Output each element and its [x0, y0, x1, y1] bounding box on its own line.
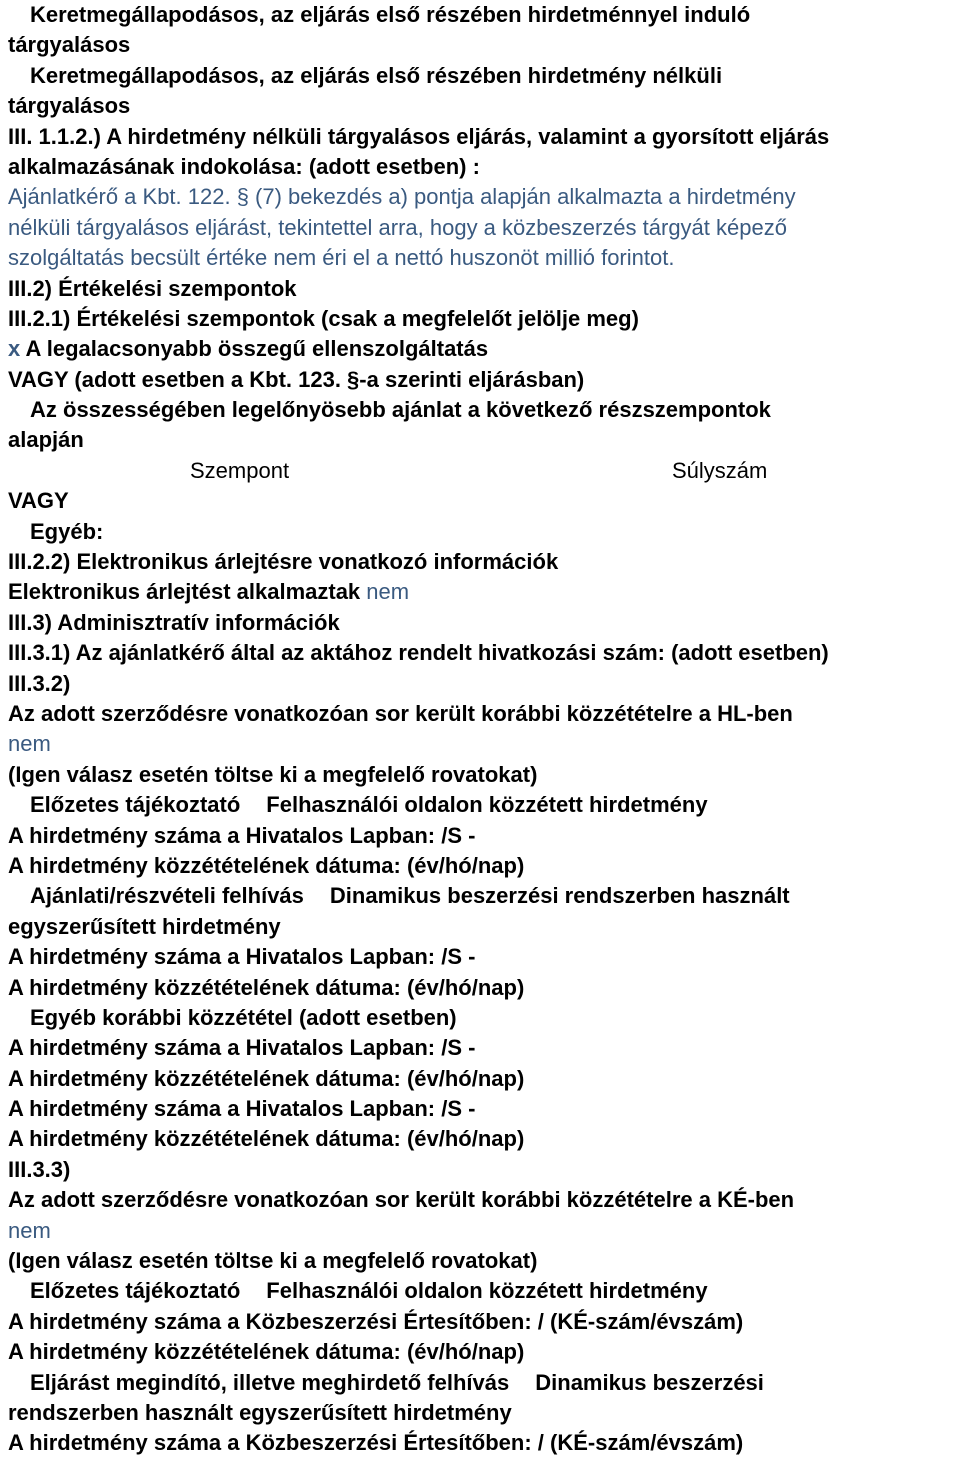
column-weight: Súlyszám [672, 457, 768, 483]
notice-type-options-cont: rendszerben használt egyszerűsített hirdetmény [8, 1399, 512, 1425]
field-value: nem [8, 1217, 51, 1243]
section-heading: III.2.1) Értékelési szempontok (csak a megfelelőt jelölje meg) [8, 305, 639, 331]
notice-date-label: A hirdetmény közzétételének dátuma: (év/hó/nap) [8, 974, 525, 1000]
criterion-option-label: A legalacsonyabb összegű ellenszolgáltatás [25, 336, 489, 362]
notice-date-label: A hirdetmény közzétételének dátuma: (év/hó/nap) [8, 1065, 525, 1091]
procedure-type-option: Keretmegállapodásos, az eljárás első részében hirdetménnyel induló [30, 2, 751, 27]
option-call-for-tender: Ajánlati/részvételi felhívás [30, 883, 304, 909]
option-buyer-profile-notice: Felhasználói oldalon közzétett hirdetmény [266, 792, 708, 818]
notice-number-label: A hirdetmény száma a Közbeszerzési Értesítőben: / (KÉ-szám/évszám) [8, 1308, 744, 1334]
alternative-label: VAGY [8, 488, 69, 514]
option-prior-information: Előzetes tájékoztató [30, 1278, 241, 1304]
justification-text: nélküli tárgyalásos eljárást, tekintettel arra, hogy a közbeszerzés tárgyát képező [8, 214, 787, 240]
criterion-alternative: VAGY (adott esetben a Kbt. 123. §-a szerinti eljárásban) [8, 366, 585, 392]
notice-date-label: A hirdetmény közzétételének dátuma: (év/hó/nap) [8, 852, 525, 878]
section-heading: III.3.3) [8, 1156, 71, 1182]
notice-type-options [8, 1276, 952, 1306]
justification-text: Ajánlatkérő a Kbt. 122. § (7) bekezdés a) pontja alapján alkalmazta a hirdetmény [8, 184, 796, 210]
procedure-type-option: Keretmegállapodásos, az eljárás első részében hirdetmény nélküli [30, 62, 723, 88]
section-heading: III.2) Értékelési szempontok [8, 275, 297, 301]
field-label: Az adott szerződésre vonatkozóan sor került korábbi közzétételre a HL-ben [8, 700, 793, 726]
e-auction-value: nem [366, 579, 410, 605]
option-prior-information: Előzetes tájékoztató [30, 792, 241, 818]
notice-number-label: A hirdetmény száma a Hivatalos Lapban: /S - [8, 822, 476, 848]
option-contract-notice: Eljárást megindító, illetve meghirdető felhívás [30, 1369, 510, 1395]
option-buyer-profile-notice: Felhasználói oldalon közzétett hirdetmény [266, 1278, 708, 1304]
section-heading: III.2.2) Elektronikus árlejtésre vonatkozó információk [8, 549, 559, 575]
instruction-text: (Igen válasz esetén töltse ki a megfelelő rovatokat) [8, 1248, 538, 1274]
notice-number-label: A hirdetmény száma a Hivatalos Lapban: /S - [8, 944, 476, 970]
e-auction-field [8, 577, 952, 607]
field-value: nem [8, 731, 51, 757]
section-heading-cont: alkalmazásának indokolása: (adott esetben) : [8, 153, 480, 179]
section-heading: III.3) Adminisztratív információk [8, 609, 340, 635]
section-heading: III.3.2) [8, 670, 71, 696]
notice-type-options [8, 790, 952, 820]
notice-type-options-cont: egyszerűsített hirdetmény [8, 913, 281, 939]
notice-date-label: A hirdetmény közzétételének dátuma: (év/hó/nap) [8, 1339, 525, 1365]
notice-number-label: A hirdetmény száma a Közbeszerzési Értesítőben: / (KÉ-szám/évszám) [8, 1430, 744, 1456]
notice-type-options [8, 881, 952, 911]
procedure-type-option-cont: tárgyalásos [8, 32, 131, 58]
notice-type-options [8, 1368, 952, 1398]
column-criterion: Szempont [190, 457, 290, 483]
notice-number-label: A hirdetmény száma a Hivatalos Lapban: /S - [8, 1096, 476, 1122]
option-dps-notice: Dinamikus beszerzési [535, 1369, 764, 1395]
section-heading: III.3.1) Az ajánlatkérő által az aktához rendelt hivatkozási szám: (adott esetben) [8, 640, 829, 666]
criteria-table-header [8, 456, 952, 486]
instruction-text: (Igen válasz esetén töltse ki a megfelelő rovatokat) [8, 761, 538, 787]
justification-text: szolgáltatás becsült értéke nem éri el a nettó huszonöt millió forintot. [8, 245, 675, 271]
criterion-option: Az összességében legelőnyösebb ajánlat a következő részszempontok [30, 397, 771, 423]
option-dps-notice: Dinamikus beszerzési rendszerben használt [329, 883, 790, 909]
criterion-option-selected [8, 334, 952, 364]
notice-number-label: A hirdetmény száma a Hivatalos Lapban: /S - [8, 1035, 476, 1061]
e-auction-label: Elektronikus árlejtést alkalmaztak [8, 579, 361, 605]
notice-date-label: A hirdetmény közzétételének dátuma: (év/hó/nap) [8, 1126, 525, 1152]
selected-mark: x [8, 336, 21, 362]
option-other-publication: Egyéb korábbi közzététel (adott esetben) [30, 1004, 457, 1030]
section-heading: III. 1.1.2.) A hirdetmény nélküli tárgyalásos eljárás, valamint a gyorsított eljárás [8, 123, 830, 149]
criterion-option-cont: alapján [8, 427, 84, 453]
other-label: Egyéb: [30, 518, 104, 544]
procedure-type-option-cont: tárgyalásos [8, 93, 131, 119]
field-label: Az adott szerződésre vonatkozóan sor került korábbi közzétételre a KÉ-ben [8, 1187, 795, 1213]
